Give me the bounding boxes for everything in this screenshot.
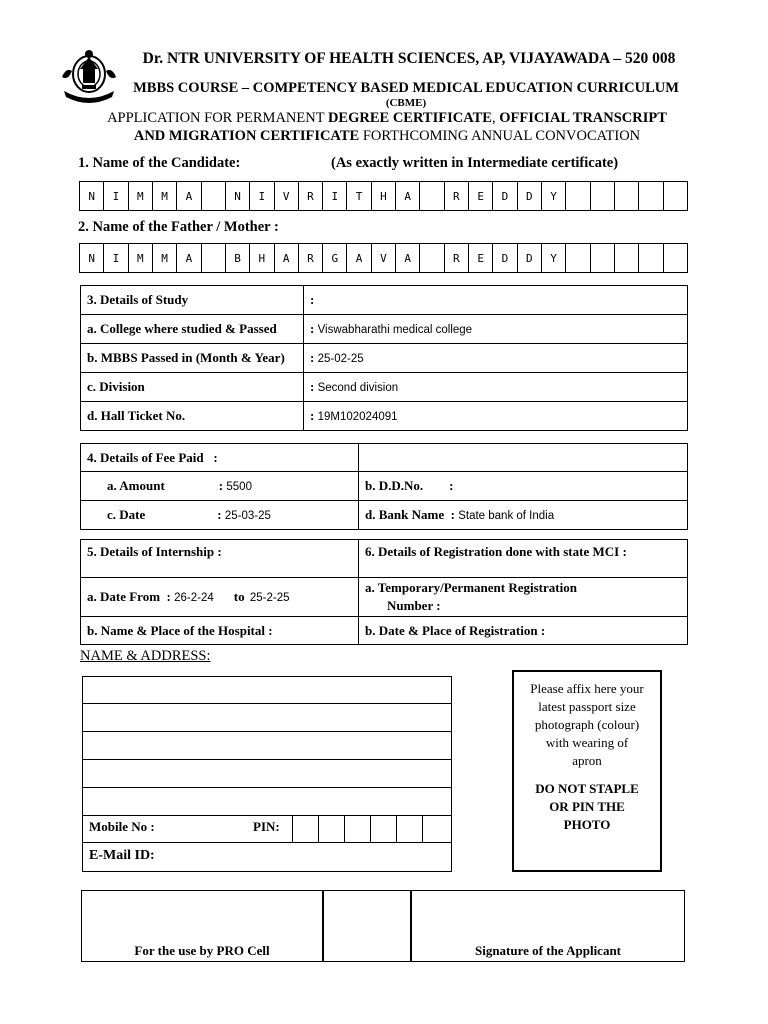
date-to-label: to [233, 589, 245, 604]
division-label: c. Division [81, 373, 304, 402]
pin-digit-6[interactable] [422, 815, 448, 842]
fee-date-field[interactable]: c. Date : 25-03-25 [81, 501, 359, 530]
candidate-name-char-box[interactable]: T [347, 182, 371, 210]
candidate-name-char-box[interactable] [664, 182, 687, 210]
parent-name-char-box[interactable] [615, 244, 639, 272]
footer-box [81, 890, 685, 962]
parent-name-char-box[interactable] [566, 244, 590, 272]
parent-name-boxes[interactable] [79, 243, 688, 273]
candidate-name-char-box[interactable]: I [323, 182, 347, 210]
candidate-name-char-box[interactable]: D [493, 182, 517, 210]
fee-title-text: 4. Details of Fee Paid [87, 449, 204, 465]
registration-title: 6. Details of Registration done with state MCI : [359, 540, 688, 578]
date-to-value: 25-2-25 [249, 592, 290, 604]
candidate-name-char-box[interactable]: R [299, 182, 323, 210]
address-line-5[interactable] [82, 787, 452, 816]
name-address-heading: NAME & ADDRESS: [80, 648, 211, 664]
candidate-name-char-box[interactable]: N [226, 182, 250, 210]
candidate-name-char-box[interactable]: M [129, 182, 153, 210]
parent-name-char-box[interactable]: H [250, 244, 274, 272]
date-from-value: 26-2-24 [174, 592, 214, 604]
parent-name-char-box[interactable]: A [275, 244, 299, 272]
pin-digit-5[interactable] [396, 815, 422, 842]
hall-ticket-value-text: 19M102024091 [317, 411, 398, 423]
pin-digit-2[interactable] [318, 815, 344, 842]
pin-label: PIN: [253, 819, 280, 834]
candidate-name-char-box[interactable] [566, 182, 590, 210]
parent-name-char-box[interactable]: M [129, 244, 153, 272]
parent-name-label: 2. Name of the Father / Mother : [78, 219, 279, 235]
candidate-name-char-box[interactable] [615, 182, 639, 210]
candidate-name-char-box[interactable] [420, 182, 444, 210]
candidate-name-char-box[interactable]: I [250, 182, 274, 210]
candidate-name-char-box[interactable] [591, 182, 615, 210]
bank-name-value: State bank of India [458, 510, 555, 522]
migration-certificate-label: AND MIGRATION CERTIFICATE [133, 128, 360, 144]
hall-ticket-value[interactable]: : 19M102024091 [304, 402, 688, 431]
candidate-name-char-box[interactable]: M [153, 182, 177, 210]
parent-name-char-box[interactable] [591, 244, 615, 272]
photo-line-1: Please affix here your [530, 681, 644, 696]
fee-title: 4. Details of Fee Paid : [81, 444, 359, 472]
parent-name-char-box[interactable]: N [80, 244, 104, 272]
official-transcript-label: OFFICIAL TRANSCRIPT [499, 110, 667, 126]
address-line-3[interactable] [82, 731, 452, 760]
study-title: 3. Details of Study [81, 286, 304, 315]
candidate-name-char-box[interactable]: A [396, 182, 420, 210]
passed-label: b. MBBS Passed in (Month & Year) [81, 344, 304, 373]
passed-value-text: 25-02-25 [317, 353, 364, 365]
fee-date-value: 25-03-25 [224, 510, 271, 522]
parent-name-char-box[interactable]: A [396, 244, 420, 272]
pin-digit-3[interactable] [344, 815, 370, 842]
division-value-text: Second division [317, 382, 399, 394]
parent-name-char-box[interactable]: M [153, 244, 177, 272]
candidate-name-char-box[interactable]: V [275, 182, 299, 210]
photo-line-3: photograph (colour) [534, 717, 640, 732]
parent-name-char-box[interactable] [664, 244, 687, 272]
address-line-4[interactable] [82, 759, 452, 788]
amount-value: 5500 [226, 481, 252, 493]
candidate-name-char-box[interactable] [202, 182, 226, 210]
date-from-label: a. Date From [87, 589, 161, 604]
title-separator: , [491, 110, 500, 126]
candidate-name-note: (As exactly written in Intermediate certificate) [331, 155, 619, 171]
hall-ticket-label: d. Hall Ticket No. [81, 402, 304, 431]
registration-number-label: a. Temporary/Permanent Registration [365, 580, 577, 595]
college-value-text: Viswabharathi medical college [317, 324, 473, 336]
photo-line-2: latest passport size [538, 699, 636, 714]
candidate-name-char-box[interactable]: Y [542, 182, 566, 210]
passed-value[interactable]: : 25-02-25 [304, 344, 688, 373]
parent-name-char-box[interactable]: V [372, 244, 396, 272]
fee-date-label: c. Date [107, 507, 146, 522]
parent-name-char-box[interactable] [420, 244, 444, 272]
application-title-line2 [62, 128, 712, 145]
study-details-table [80, 285, 688, 431]
dd-no-field[interactable]: b. D.D.No. : [359, 472, 688, 501]
signature-label: Signature of the Applicant [474, 943, 622, 958]
application-prefix: APPLICATION FOR PERMANENT [107, 110, 328, 126]
parent-name-char-box[interactable]: E [469, 244, 493, 272]
candidate-name-char-box[interactable]: A [177, 182, 201, 210]
candidate-name-char-box[interactable]: N [80, 182, 104, 210]
candidate-name-char-box[interactable]: H [372, 182, 396, 210]
email-label: E-Mail ID: [89, 848, 155, 863]
parent-name-char-box[interactable]: G [323, 244, 347, 272]
fee-title-blank [359, 444, 688, 472]
degree-certificate-label: DEGREE CERTIFICATE [327, 110, 492, 126]
internship-registration-table [80, 539, 688, 645]
address-line-2[interactable] [82, 704, 452, 732]
parent-name-char-box[interactable]: A [177, 244, 201, 272]
hospital-field[interactable]: b. Name & Place of the Hospital : [81, 617, 359, 645]
pin-digit-1[interactable] [292, 815, 318, 842]
registration-date-field[interactable]: b. Date & Place of Registration : [359, 617, 688, 645]
photo-warning-1: DO NOT STAPLE [535, 781, 639, 796]
registration-number-label-2: Number : [387, 598, 441, 613]
candidate-name-char-box[interactable]: D [518, 182, 542, 210]
parent-name-char-box[interactable]: D [518, 244, 542, 272]
bank-name-field[interactable]: d. Bank Name : State bank of India [359, 501, 688, 530]
parent-name-char-box[interactable]: D [493, 244, 517, 272]
candidate-name-boxes[interactable] [79, 181, 688, 211]
photo-line-5: apron [572, 753, 602, 768]
pin-digit-4[interactable] [370, 815, 396, 842]
photo-line-4: with wearing of [545, 735, 629, 750]
candidate-name-char-box[interactable]: R [445, 182, 469, 210]
cbme-label: (CBME) [385, 97, 427, 109]
convocation-label: FORTHCOMING ANNUAL CONVOCATION [359, 128, 641, 144]
parent-name-char-box[interactable]: I [104, 244, 128, 272]
parent-name-char-box[interactable]: Y [542, 244, 566, 272]
course-title: MBBS COURSE – COMPETENCY BASED MEDICAL EDUCATION CURRICULUM [133, 80, 679, 96]
college-label: a. College where studied & Passed [81, 315, 304, 344]
address-line-1[interactable] [82, 676, 452, 704]
university-seal-logo [58, 47, 120, 105]
candidate-name-char-box[interactable]: E [469, 182, 493, 210]
parent-name-char-box[interactable]: B [226, 244, 250, 272]
division-value[interactable]: : Second division [304, 373, 688, 402]
parent-name-char-box[interactable] [202, 244, 226, 272]
parent-name-char-box[interactable]: A [347, 244, 371, 272]
university-title: Dr. NTR UNIVERSITY OF HEALTH SCIENCES, AP, VIJAYAWADA – 520 008 [142, 50, 676, 67]
photo-box [512, 670, 662, 872]
pro-cell-label: For the use by PRO Cell [134, 943, 270, 958]
pro-cell-blank [322, 891, 410, 961]
candidate-name-char-box[interactable] [639, 182, 663, 210]
fee-details-table [80, 443, 688, 530]
candidate-name-char-box[interactable]: I [104, 182, 128, 210]
internship-dates-field[interactable]: a. Date From : 26-2-24 to 25-2-25 [81, 578, 359, 617]
photo-warning-2: OR PIN THE [549, 799, 625, 814]
dd-no-label: b. D.D.No. [365, 478, 424, 493]
parent-name-char-box[interactable]: R [299, 244, 323, 272]
study-title-colon: : [304, 286, 688, 315]
mobile-label: Mobile No : [89, 819, 155, 834]
registration-number-field[interactable] [359, 578, 688, 617]
parent-name-char-box[interactable]: R [445, 244, 469, 272]
photo-warning-3: PHOTO [563, 817, 611, 832]
parent-name-char-box[interactable] [639, 244, 663, 272]
email-field[interactable] [82, 842, 452, 872]
bank-name-label: d. Bank Name [365, 507, 445, 522]
college-value[interactable]: : Viswabharathi medical college [304, 315, 688, 344]
amount-label: a. Amount [107, 478, 165, 493]
application-title-line1 [62, 110, 712, 127]
candidate-name-label: 1. Name of the Candidate: [78, 155, 241, 171]
internship-title: 5. Details of Internship : [81, 540, 359, 578]
amount-field[interactable]: a. Amount : 5500 [81, 472, 359, 501]
